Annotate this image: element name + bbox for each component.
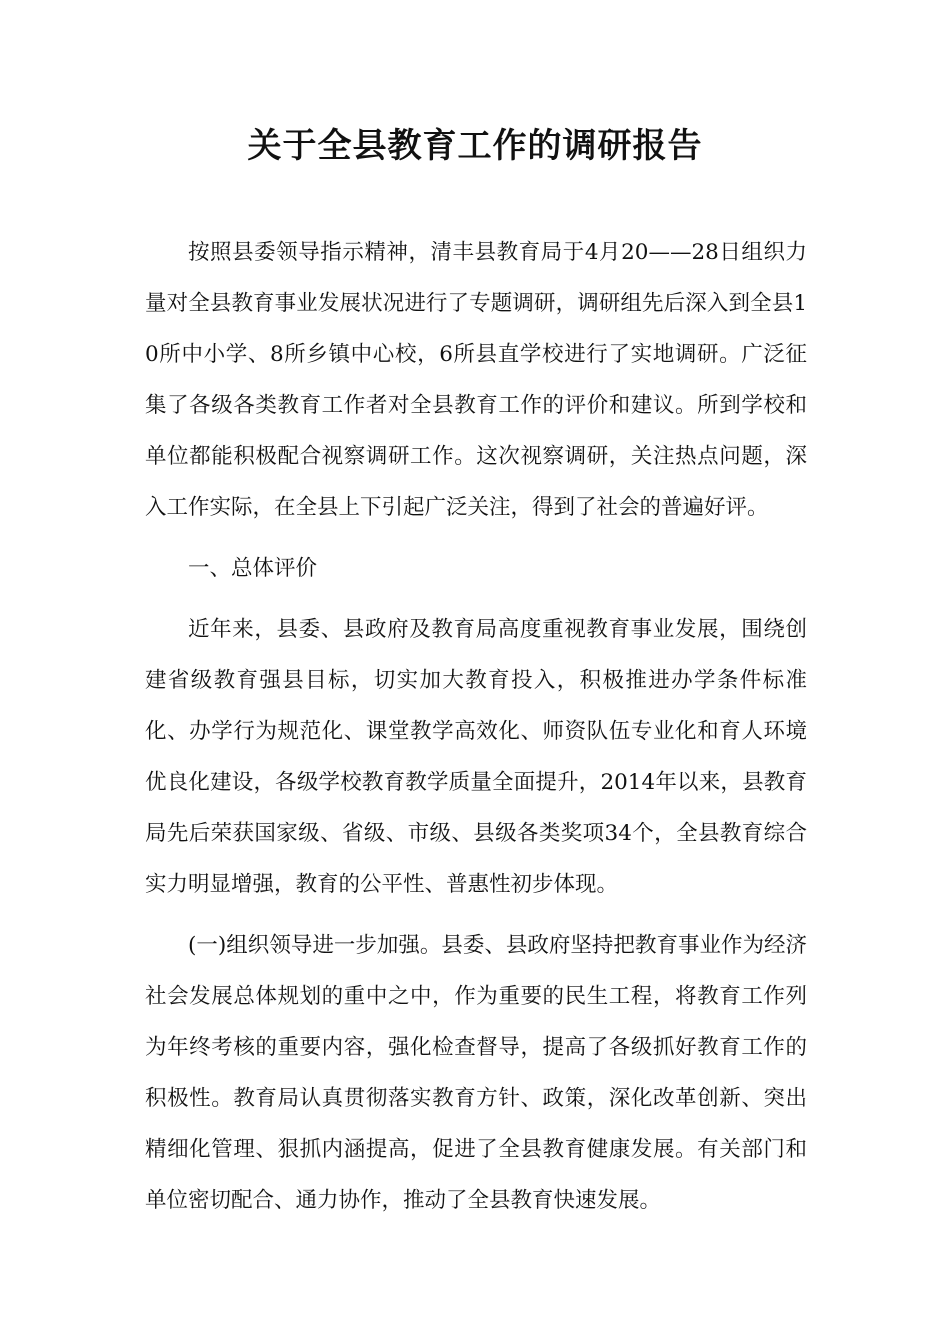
- paragraph-spacer: [145, 594, 807, 604]
- section-heading-overall-evaluation: 一、总体评价: [188, 556, 318, 581]
- organization-leadership-paragraph: (一)组织领导进一步加强。县委、县政府坚持把教育事业作为经济社会发展总体规划的重中之中，作为重要的民生工程，将教育工作列为年终考核的重要内容，强化检查督导，提高了各级抓好教育工作的积极性。教育局认真贯彻落实教育方针、政策，深化改革创新、突出精细化管理、狠抓内涵提高，促进了全县教育健康发展。有关部门和单位密切配合、通力协作，推动了全县教育快速发展。: [145, 933, 807, 1213]
- overall-evaluation-paragraph: 近年来，县委、县政府及教育局高度重视教育事业发展，围绕创建省级教育强县目标，切实加大教育投入，积极推进办学条件标准化、办学行为规范化、课堂教学高效化、师资队伍专业化和育人环境优良化建设，各级学校教育教学质量全面提升，2014年以来，县教育局先后荣获国家级、省级、市级、县级各类奖项34个，全县教育综合实力明显增强，教育的公平性、普惠性初步体现。: [145, 617, 807, 897]
- paragraph-spacer: [145, 533, 807, 543]
- document-title: 关于全县教育工作的调研报告: [247, 126, 703, 166]
- intro-paragraph: 按照县委领导指示精神，清丰县教育局于4月20——28日组织力量对全县教育事业发展状况进行了专题调研，调研组先后深入到全县10所中小学、8所乡镇中心校，6所县直学校进行了实地调研。广泛征集了各级各类教育工作者对全县教育工作的评价和建议。所到学校和单位都能积极配合视察调研工作。这次视察调研，关注热点问题，深入工作实际，在全县上下引起广泛关注，得到了社会的普遍好评。: [145, 240, 807, 520]
- document-body: [145, 227, 807, 1226]
- paragraph-spacer: [145, 910, 807, 920]
